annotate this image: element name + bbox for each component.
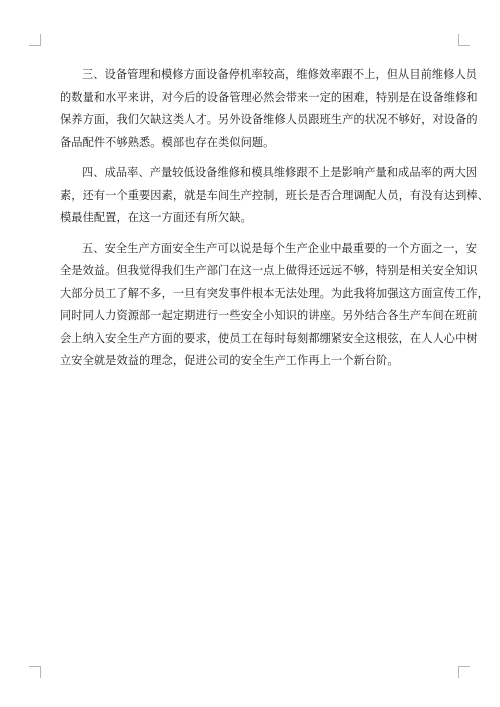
- crop-mark-top-left: [29, 34, 41, 46]
- crop-mark-top-right: [458, 34, 470, 46]
- document-body: [60, 64, 489, 381]
- crop-mark-bottom-right: [458, 666, 470, 678]
- text-line: 四、成品率、产量较低设备维修和模具维修跟不上是影响产量和成品率的两大因: [82, 166, 478, 179]
- text-line: 五、安全生产方面安全生产可以说是每个生产企业中最重要的一个方面之一，安: [82, 241, 478, 255]
- text-line: 会上纳入安全生产方面的要求，使员工在每时每刻都绷紧安全这根弦，在人人心中树: [60, 331, 478, 345]
- text-line: 备品配件不够熟悉。模部也存在类似问题。: [60, 135, 275, 149]
- text-line: 模最佳配置，在这一方面还有所欠缺。: [60, 211, 252, 224]
- paragraph-yield-output: [60, 162, 489, 230]
- crop-mark-bottom-left: [29, 666, 41, 678]
- text-line: 立安全就是效益的理念，促进公司的安全生产工作再上一个新台阶。: [60, 354, 399, 367]
- text-line: 素，还有一个重要因素，就是车间生产控制，班长是否合理调配人员，有没有达到棒、: [60, 188, 489, 202]
- text-line: 大部分员工了解不多，一旦有突发事件根本无法处理。为此我将加强这方面宣传工作，: [60, 286, 489, 300]
- text-line: 的数量和水平来讲，对今后的设备管理必然会带来一定的困难，特别是在设备维修和: [60, 90, 478, 104]
- paragraph-equipment-management: [60, 64, 478, 154]
- text-line: 保养方面，我们欠缺这类人才。另外设备维修人员跟班生产的状况不够好，对设备的: [60, 113, 478, 126]
- paragraph-safety-production: [60, 238, 489, 373]
- text-line: 同时同人力资源部一起定期进行一些安全小知识的讲座。另外结合各生产车间在班前: [60, 309, 478, 322]
- text-line: 三、设备管理和模修方面设备停机率较高，维修效率跟不上，但从目前维修人员: [82, 68, 478, 81]
- text-line: 全是效益。但我觉得我们生产部门在这一点上做得还远远不够，特别是相关安全知识: [60, 264, 478, 277]
